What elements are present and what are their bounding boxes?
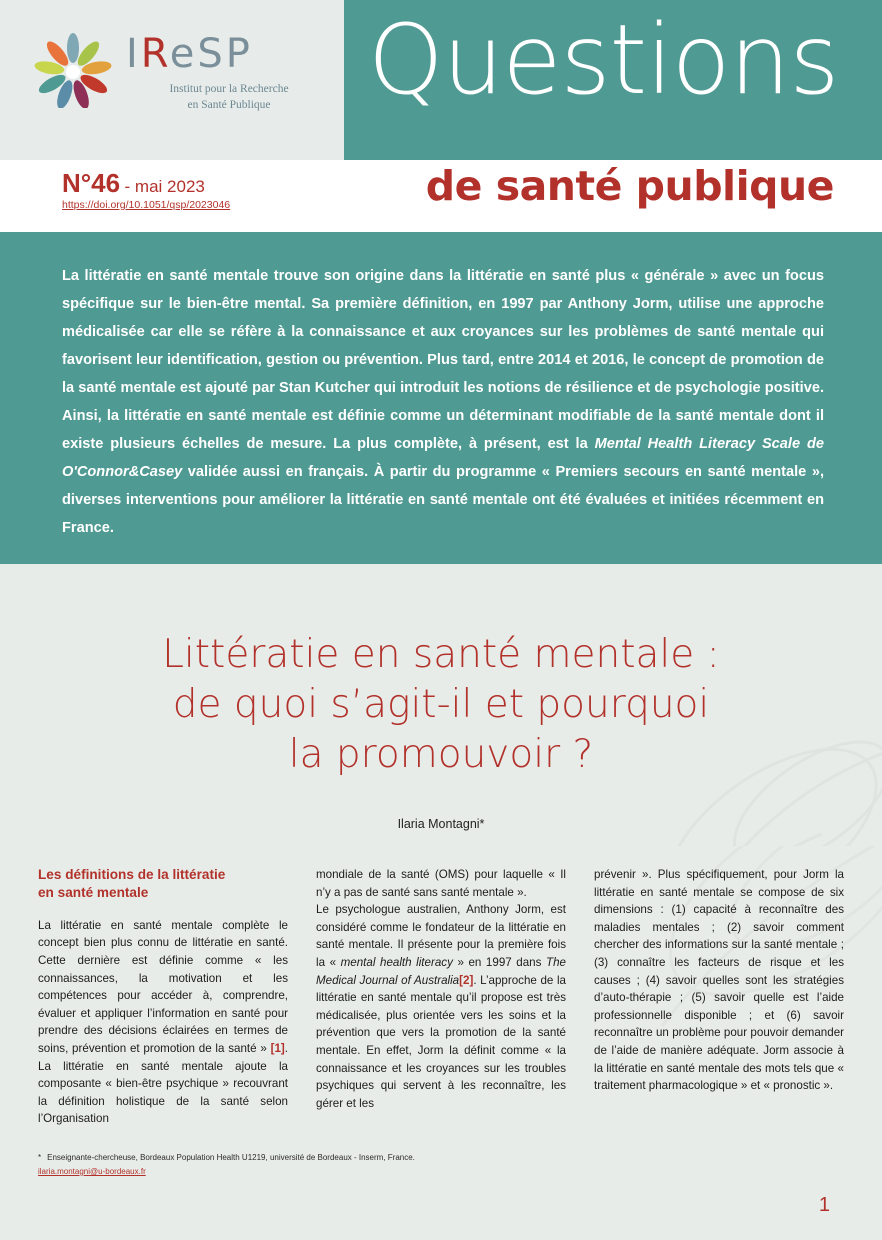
page-title-line1: Littératie en santé mentale : — [162, 632, 720, 677]
column-1 — [38, 866, 288, 1128]
reference-marker[interactable]: [2] — [459, 973, 474, 987]
page-title-line3: la promouvoir ? — [288, 731, 594, 777]
paragraph: mondiale de la santé (OMS) pour laquelle « Il n’y a pas de santé sans santé mentale ». — [316, 868, 566, 899]
column-2 — [316, 866, 566, 1128]
iresp-logo-text — [126, 31, 346, 113]
abstract-band — [0, 232, 882, 564]
reference-marker[interactable]: [1] — [270, 1041, 285, 1055]
abstract-part1: La littératie en santé mentale trouve son origine dans la littératie en santé plus « générale » avec un focus spécifique sur le bien-être mental. Sa première définition, en 1997 par Anthony Jorm, utilise une approche médicalisée car elle se réfère à la connaissance et aux croyances sur les problèmes de santé mentale qui favorisent leur identification, gestion ou prévention. Plus tard, entre 2014 et 2016, le concept de promotion de la santé mentale est ajouté par Stan Kutcher qui introduit les notions de résilience et de psychologie positive. Ainsi, la littératie en santé mentale est définie comme un déterminant modifiable de la santé mentale dont il existe plusieurs échelles de mesure. La plus complète, à présent, est la — [62, 268, 824, 453]
footnote-marker: * — [38, 1153, 42, 1162]
paragraph — [38, 917, 288, 1128]
body-area — [0, 846, 882, 1240]
iresp-wordmark: IReSP — [126, 31, 253, 77]
page-number: 1 — [818, 1194, 830, 1216]
iresp-logo — [30, 28, 330, 138]
paragraph-part: . L’approche de la littératie en santé mentale qu’il propose est très médicalisée, plus orientée vers les soins et la prévention que vers la promotion de la santé mentale. En effet, Jorm la définit comme « la connaissance et les croyances sur les troubles psychiques qui servent à les reconnaître, les gérer et les — [316, 973, 566, 1110]
title-block — [0, 564, 882, 846]
paragraph-part: » en 1997 dans — [452, 956, 547, 970]
page-title — [50, 630, 832, 780]
paragraph-part: Le psychologue australien, Anthony Jorm, est considéré comme le fondateur de la littératie en santé mentale. Il présente pour la première fois la « — [316, 903, 566, 970]
iresp-tagline-line2: en Santé Publique — [187, 98, 271, 111]
author-name: Ilaria Montagni* — [397, 817, 485, 831]
issue-line — [62, 168, 205, 199]
iresp-flower-logo-icon — [30, 32, 116, 108]
paragraph: prévenir ». Plus spécifiquement, pour Jorm la littératie en santé mentale se compose de six dimensions : (1) capacité à reconnaître des maladies mentales ; (2) savoir comment chercher des informations sur la santé mentale ; (3) connaître les facteurs de risque et les causes ; (4) savoir quelles sont les stratégies d’auto-thérapie ; (5) savoir quelle est l’aide professionnelle disponible ; et (6) savoir reconnaître un problème pour pouvoir demander de l’aide de manière adéquate. Jorm associe à la littératie en santé mentale des mots tels que « traitement pharmacologique » et « pronostic ». — [594, 868, 844, 1093]
italic-journal: The Medical Journal of Australia — [316, 956, 566, 987]
abstract-part2: validée aussi en français. À partir du programme « Premiers secours en santé mentale », diverses interventions pour améliorer la littératie en santé mentale ont été évaluées et initiées récemment en France. — [62, 464, 824, 537]
section-heading-line2: en santé mentale — [38, 885, 149, 901]
abstract-text — [62, 262, 824, 542]
masthead-subtitle: de santé publique — [425, 162, 834, 210]
doi-link[interactable]: https://doi.org/10.1051/qsp/2023046 — [62, 199, 231, 211]
section-heading-line1: Les définitions de la littératie — [38, 867, 226, 882]
column-3 — [594, 866, 844, 1128]
footnote — [38, 1152, 458, 1178]
masthead-questions: Questions — [368, 4, 839, 116]
abstract-italic-title: Mental Health Literacy Scale de O'Connor&Casey — [62, 436, 824, 481]
issue-number: N°46 — [62, 168, 121, 198]
paragraph-part: . La littératie en santé mentale ajoute la composante « bien-être psychique » recouvrant la définition holistique de la santé selon l’Organisation — [38, 1041, 288, 1126]
italic-term: mental health literacy — [340, 956, 453, 970]
issue-date: - mai 2023 — [124, 177, 205, 196]
page-header — [0, 0, 882, 232]
paragraph — [316, 901, 566, 1112]
paragraph-part: La littératie en santé mentale complète le concept bien plus connu de littératie en santé. Cette dernière est définie comme « les connaissances, la motivation et les compétences pour accéder à, comprendre, évaluer et appliquer l’information en santé pour prendre des décisions éclairées en termes de soins, prévention et promotion de la santé » — [38, 918, 288, 1055]
footnote-text: Enseignante-chercheuse, Bordeaux Population Health U1219, université de Bordeaux - Inserm, France. — [47, 1153, 415, 1162]
body-columns — [38, 866, 844, 1128]
page-title-line2: de quoi s’agit-il et pourquoi — [172, 681, 710, 727]
footnote-email-link[interactable]: ilaria.montagni@u-bordeaux.fr — [38, 1167, 146, 1176]
section-heading — [38, 866, 288, 903]
iresp-tagline-line1: Institut pour la Recherche — [169, 83, 289, 95]
iresp-tagline — [126, 82, 332, 113]
